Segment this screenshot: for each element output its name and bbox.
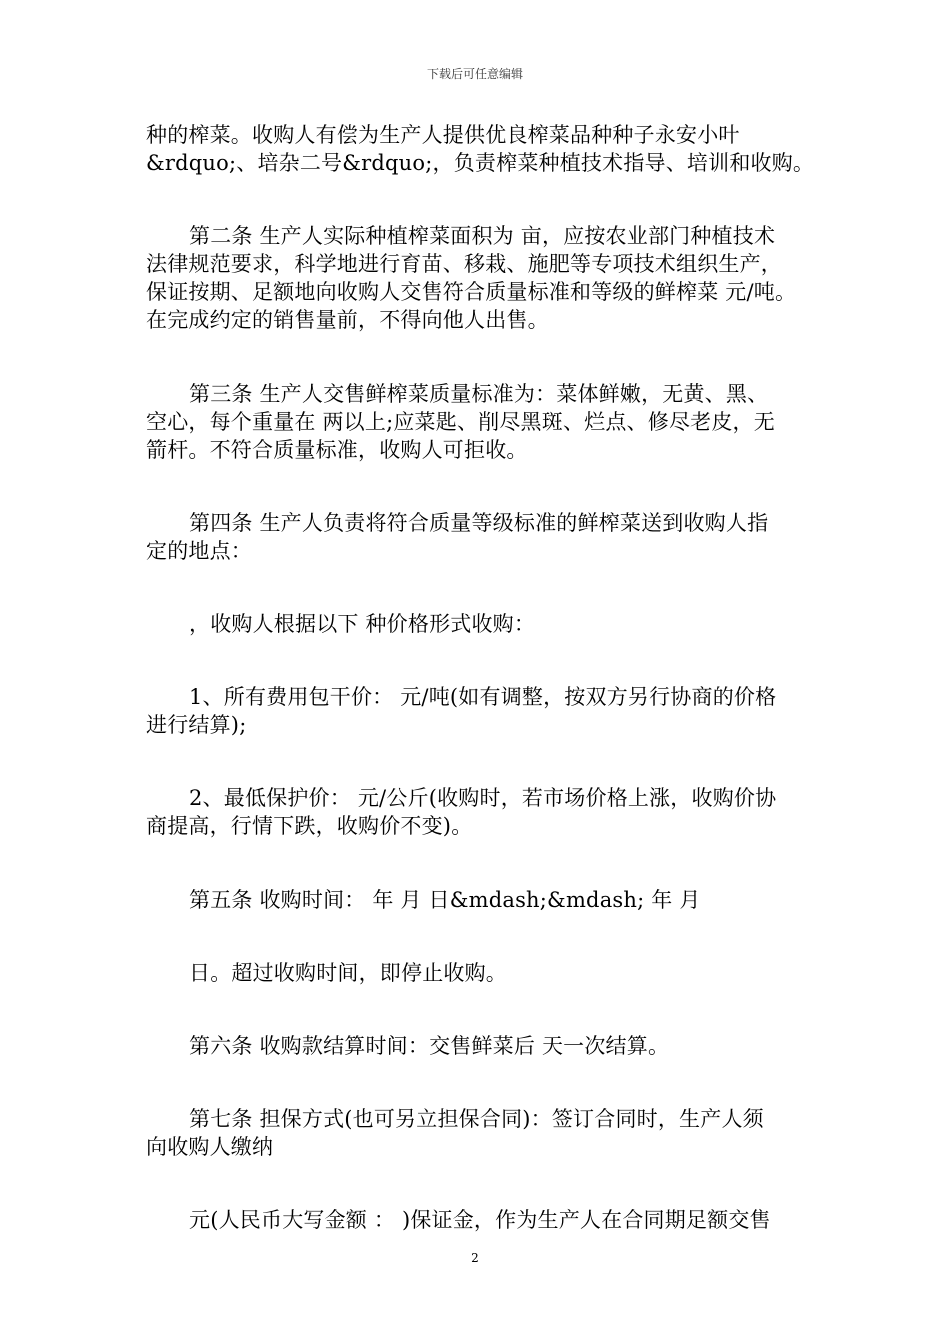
paragraph-price-option-1 <box>146 683 810 739</box>
text-line: 第四条 生产人负责将符合质量等级标准的鲜榨菜送到收购人指 <box>189 511 769 535</box>
text-line: ，收购人根据以下 种价格形式收购： <box>189 612 536 636</box>
text-line: 在完成约定的销售量前，不得向他人出售。 <box>146 308 549 332</box>
text-line: &rdquo;、培杂二号&rdquo;，负责榨菜种植技术指导、培训和收购。 <box>146 151 815 175</box>
page-number: 2 <box>471 1251 479 1265</box>
text-line: 商提高，行情下跌，收购价不变)。 <box>146 814 473 838</box>
paragraph-seed-supply <box>146 121 815 177</box>
paragraph-deposit <box>146 1206 810 1234</box>
text-line: 2、最低保护价： 元/公斤(收购时，若市场价格上涨，收购价协 <box>189 786 777 810</box>
text-line: 第三条 生产人交售鲜榨菜质量标准为：菜体鲜嫩，无黄、黑、 <box>189 382 769 406</box>
paragraph-article-3 <box>146 380 810 464</box>
text-line: 法律规范要求，科学地进行育苗、移栽、施肥等专项技术组织生产， <box>146 252 782 276</box>
text-line: 第二条 生产人实际种植榨菜面积为 亩，应按农业部门种植技术 <box>189 224 776 248</box>
text-line: 1、所有费用包干价： 元/吨(如有调整，按双方另行协商的价格 <box>189 685 777 709</box>
paragraph-article-5-continued <box>146 959 810 987</box>
text-line: 第六条 收购款结算时间：交售鲜菜后 天一次结算。 <box>189 1034 670 1058</box>
text-line: 保证按期、足额地向收购人交售符合质量标准和等级的鲜榨菜 元/吨。 <box>146 280 797 304</box>
text-line: 第七条 担保方式(也可另立担保合同)：签订合同时，生产人须 <box>189 1107 764 1131</box>
page-header: 下载后可任意编辑 <box>426 67 523 81</box>
text-line: 第五条 收购时间： 年 月 日&mdash;&mdash; 年 月 <box>189 888 701 912</box>
paragraph-article-7 <box>146 1105 810 1161</box>
paragraph-article-4 <box>146 509 810 565</box>
text-line: 定的地点： <box>146 539 252 563</box>
paragraph-article-6 <box>146 1032 810 1060</box>
text-line: 日。超过收购时间，即停止收购。 <box>189 961 507 985</box>
text-line: 箭杆。不符合质量标准，收购人可拒收。 <box>146 438 528 462</box>
text-line: 空心，每个重量在 两以上;应菜匙、削尽黑斑、烂点、修尽老皮，无 <box>146 410 775 434</box>
paragraph-article-5 <box>146 886 810 914</box>
text-line: 进行结算); <box>146 713 247 737</box>
document-body <box>146 121 815 1234</box>
paragraph-price-option-2 <box>146 784 810 840</box>
paragraph-price-forms <box>146 610 810 638</box>
paragraph-article-2 <box>146 222 810 334</box>
text-line: 种的榨菜。收购人有偿为生产人提供优良榨菜品种种子永安小叶 <box>146 123 740 147</box>
text-line: 元(人民币大写金额 ： )保证金，作为生产人在合同期足额交售 <box>189 1208 771 1232</box>
text-line: 向收购人缴纳 <box>146 1135 274 1159</box>
